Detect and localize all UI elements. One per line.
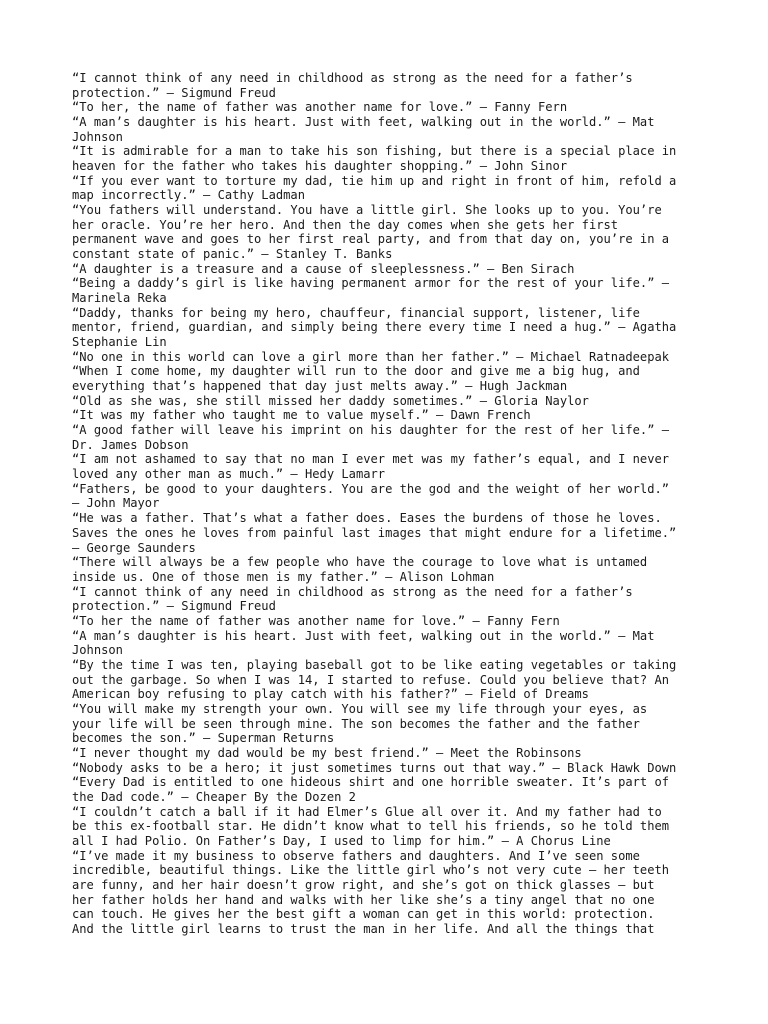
- text-line: “It was my father who taught me to value myself.” – Dawn French: [72, 408, 531, 423]
- text-line: her oracle. You’re her hero. And then the day comes when she gets her first: [72, 217, 619, 232]
- text-line: are funny, and her hair doesn’t grow right, and she’s got on thick glasses – but: [72, 877, 655, 892]
- text-line: “When I come home, my daughter will run to the door and give me a big hug, and: [72, 364, 640, 379]
- text-line: heaven for the father who takes his daughter shopping.” – John Sinor: [72, 159, 568, 174]
- text-line: be this ex-football star. He didn’t know what to tell his friends, so he told them: [72, 819, 670, 834]
- text-line: “A daughter is a treasure and a cause of sleeplessness.” – Ben Sirach: [72, 261, 575, 276]
- text-line: Saves the ones he loves from painful last images that might endure for a lifetime.”: [72, 525, 677, 540]
- text-line: “Being a daddy’s girl is like having permanent armor for the rest of your life.” –: [72, 276, 670, 291]
- text-line: map incorrectly.” – Cathy Ladman: [72, 188, 305, 203]
- text-line: her father holds her hand and walks with her like she’s a tiny angel that no one: [72, 892, 655, 907]
- text-line: “Nobody asks to be a hero; it just sometimes turns out that way.” — Black Hawk Down: [72, 760, 677, 775]
- document-page: [72, 71, 702, 937]
- text-line: “Daddy, thanks for being my hero, chauffeur, financial support, listener, life: [72, 305, 640, 320]
- text-line: “To her the name of father was another name for love.” – Fanny Fern: [72, 613, 560, 628]
- text-line: permanent wave and goes to her first real party, and from that day on, you’re in a: [72, 232, 670, 247]
- text-line: “To her, the name of father was another name for love.” – Fanny Fern: [72, 100, 568, 115]
- text-line: Dr. James Dobson: [72, 437, 189, 452]
- text-line: “If you ever want to torture my dad, tie him up and right in front of him, refold a: [72, 173, 677, 188]
- text-line: “A man’s daughter is his heart. Just with feet, walking out in the world.” – Mat: [72, 115, 655, 130]
- text-line: your life will be seen through mine. The son becomes the father and the father: [72, 716, 640, 731]
- text-line: – John Mayor: [72, 496, 160, 511]
- text-line: “You fathers will understand. You have a little girl. She looks up to you. You’re: [72, 203, 662, 218]
- text-line: Marinela Reka: [72, 291, 167, 306]
- text-line: everything that’s happened that day just melts away.” – Hugh Jackman: [72, 379, 568, 394]
- text-line: protection.” — Sigmund Freud: [72, 599, 276, 614]
- text-line: “I couldn’t catch a ball if it had Elmer’s Glue all over it. And my father had to: [72, 804, 662, 819]
- text-line: constant state of panic.” – Stanley T. Banks: [72, 247, 393, 262]
- text-line: “No one in this world can love a girl more than her father.” – Michael Ratnadeepak: [72, 349, 670, 364]
- text-line: American boy refusing to play catch with his father?” — Field of Dreams: [72, 687, 589, 702]
- text-line: Johnson: [72, 129, 123, 144]
- text-line: “Every Dad is entitled to one hideous shirt and one horrible sweater. It’s part of: [72, 775, 670, 790]
- text-line: the Dad code.” — Cheaper By the Dozen 2: [72, 789, 356, 804]
- text-line: Johnson: [72, 643, 123, 658]
- text-line: incredible, beautiful things. Like the little girl who’s not very cute – her teeth: [72, 863, 670, 878]
- text-line: can touch. He gives her the best gift a woman can get in this world: protection.: [72, 907, 655, 922]
- text-line: “I cannot think of any need in childhood as strong as the need for a father’s: [72, 584, 633, 599]
- text-line: “I am not ashamed to say that no man I ever met was my father’s equal, and I never: [72, 452, 670, 467]
- text-line: mentor, friend, guardian, and simply being there every time I need a hug.” – Agatha: [72, 320, 677, 335]
- text-line: “I never thought my dad would be my best friend.” — Meet the Robinsons: [72, 745, 582, 760]
- text-line: “By the time I was ten, playing baseball got to be like eating vegetables or taking: [72, 657, 677, 672]
- text-line: out the garbage. So when I was 14, I started to refuse. Could you believe that? An: [72, 672, 670, 687]
- text-line: protection.” — Sigmund Freud: [72, 85, 276, 100]
- text-line: all I had Polio. On Father’s Day, I used to limp for him.” — A Chorus Line: [72, 833, 611, 848]
- text-line: “I’ve made it my business to observe fathers and daughters. And I’ve seen some: [72, 848, 640, 863]
- text-line: “It is admirable for a man to take his son fishing, but there is a special place in: [72, 144, 677, 159]
- text-line: “A man’s daughter is his heart. Just with feet, walking out in the world.” – Mat: [72, 628, 655, 643]
- text-line: And the little girl learns to trust the man in her life. And all the things that: [72, 921, 655, 936]
- text-line: “You will make my strength your own. You will see my life through your eyes, as: [72, 701, 648, 716]
- text-line: “Old as she was, she still missed her daddy sometimes.” – Gloria Naylor: [72, 393, 589, 408]
- text-line: “I cannot think of any need in childhood as strong as the need for a father’s: [72, 71, 633, 85]
- text-line: “Fathers, be good to your daughters. You are the god and the weight of her world.”: [72, 481, 670, 496]
- text-line: loved any other man as much.” – Hedy Lamarr: [72, 467, 386, 482]
- text-line: – George Saunders: [72, 540, 196, 555]
- text-line: becomes the son.” — Superman Returns: [72, 731, 335, 746]
- text-line: “There will always be a few people who have the courage to love what is untamed: [72, 555, 648, 570]
- text-line: Stephanie Lin: [72, 335, 167, 350]
- text-line: “A good father will leave his imprint on his daughter for the rest of her life.” –: [72, 423, 670, 438]
- text-line: inside us. One of those men is my father.” – Alison Lohman: [72, 569, 495, 584]
- text-line: “He was a father. That’s what a father does. Eases the burdens of those he loves.: [72, 511, 662, 526]
